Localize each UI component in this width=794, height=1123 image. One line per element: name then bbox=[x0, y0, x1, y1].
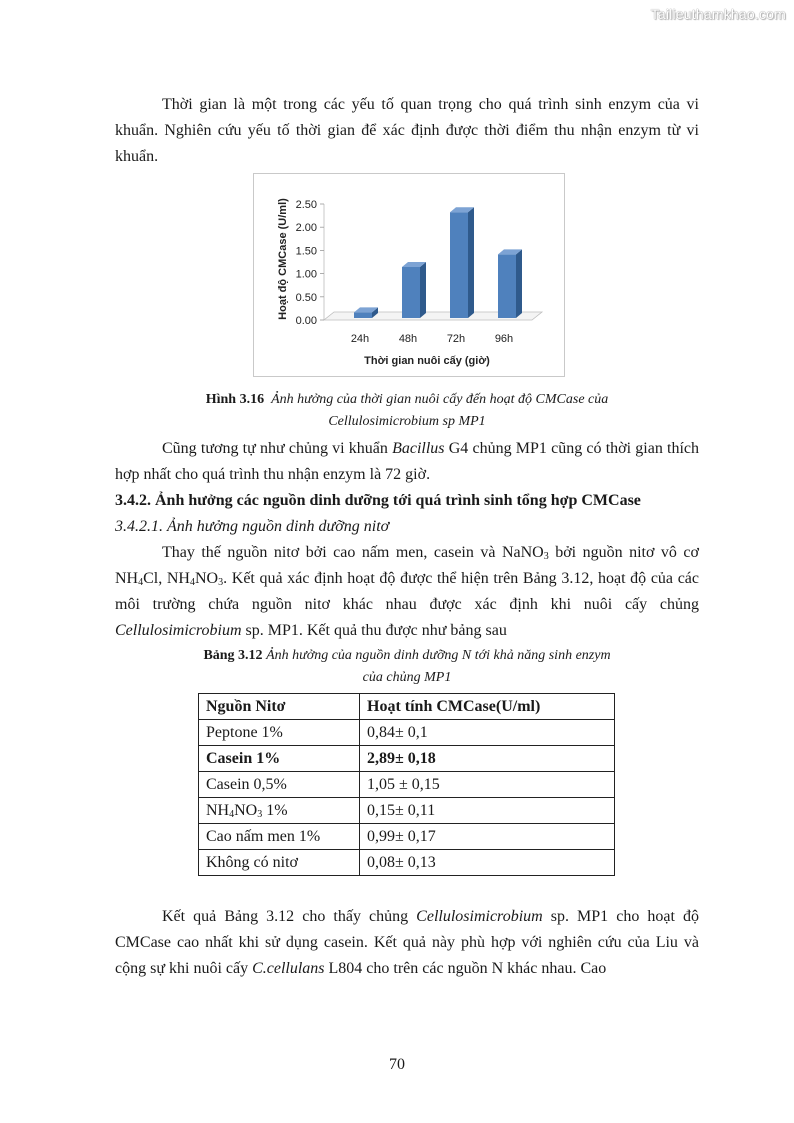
x-tick-label: 96h bbox=[494, 333, 514, 345]
table-header-activity: Hoạt tính CMCase(U/ml) bbox=[360, 694, 615, 720]
nitrogen-paragraph bbox=[115, 540, 699, 644]
para2-text-a: Thay thế nguồn nitơ bởi cao nấm men, casein và NaNO bbox=[162, 544, 544, 561]
para2-italic: Cellulosimicrobium bbox=[115, 622, 242, 639]
para3-text-a: Kết quả Bảng 3.12 cho thấy chủng bbox=[162, 908, 417, 925]
para2-text-d: NO bbox=[195, 570, 219, 587]
table-row bbox=[199, 746, 615, 772]
table-label: Bảng 3.12 bbox=[203, 648, 263, 663]
x-tick-label: 72h bbox=[446, 333, 466, 345]
para3-text-c: L804 cho trên các nguồn N khác nhau. Cao bbox=[324, 960, 607, 977]
bar-side bbox=[516, 249, 522, 318]
table-cell-source: Cao nấm men 1% bbox=[199, 824, 360, 850]
bar-96h bbox=[498, 249, 522, 318]
table-cell-source: Không có nitơ bbox=[199, 850, 360, 876]
y-tick-label: 2.00 bbox=[295, 222, 317, 235]
page-number: 70 bbox=[389, 1056, 405, 1073]
y-tick-label: 0.50 bbox=[295, 291, 317, 304]
table-cell-activity: 0,15± 0,11 bbox=[360, 798, 615, 824]
table-cell-source: Peptone 1% bbox=[199, 720, 360, 746]
table-header-row bbox=[199, 694, 615, 720]
para2-sub-3: 4 bbox=[190, 577, 195, 588]
bar-front bbox=[450, 212, 468, 318]
y-tick-label: 1.50 bbox=[295, 245, 317, 258]
para2-sub-1: 3 bbox=[543, 551, 549, 562]
table-cell-activity: 0,99± 0,17 bbox=[360, 824, 615, 850]
section-heading: 3.4.2. Ảnh hưởng các nguồn dinh dưỡng tới quá trình sinh tổng hợp CMCase bbox=[115, 492, 641, 509]
table-row bbox=[199, 720, 615, 746]
table-cell-source: Casein 1% bbox=[199, 746, 360, 772]
table-cell-source: Casein 0,5% bbox=[199, 772, 360, 798]
table-cell-activity: 0,84± 0,1 bbox=[360, 720, 615, 746]
bar-front bbox=[402, 267, 420, 318]
table-header-source: Nguồn Nitơ bbox=[199, 694, 360, 720]
bar-48h bbox=[402, 262, 426, 318]
after-figure-text-1: Cũng tương tự như chủng vi khuẩn bbox=[162, 440, 393, 457]
bar-side bbox=[420, 262, 426, 318]
para3-italic-2: C.cellulans bbox=[252, 960, 325, 977]
table-cell-activity: 1,05 ± 0,15 bbox=[360, 772, 615, 798]
para2-text-e: . Kết quả xác định hoạt độ được thể hiện trên Bảng 3.12, hoạt độ của các môi trường chứa nguồn nitơ khác nhau được xác định khi nuôi cấy chủng bbox=[115, 570, 699, 613]
table-caption-line1: Ảnh hưởng của nguồn dinh dưỡng N tới khả năng sinh enzym bbox=[266, 648, 611, 663]
bar-front bbox=[498, 254, 516, 318]
after-figure-paragraph bbox=[115, 436, 699, 488]
y-tick-label: 0.00 bbox=[295, 315, 317, 327]
figure-caption bbox=[115, 389, 699, 433]
bar-chart bbox=[253, 173, 565, 377]
y-tick-label: 1.00 bbox=[295, 268, 317, 281]
figure-label: Hình 3.16 bbox=[205, 392, 265, 407]
table-cell-activity: 2,89± 0,18 bbox=[360, 746, 615, 772]
bar-chart-svg bbox=[254, 174, 564, 376]
table-row bbox=[199, 850, 615, 876]
x-axis-title: Thời gian nuôi cấy (giờ) bbox=[364, 355, 490, 367]
figure-caption-line2: Cellulosimicrobium sp MP1 bbox=[328, 414, 486, 429]
bar-72h bbox=[450, 207, 474, 318]
x-tick-label: 24h bbox=[350, 333, 370, 345]
para2-sub-2: 4 bbox=[138, 577, 144, 588]
source-sub-2: 3 bbox=[257, 808, 263, 820]
conclusion-paragraph bbox=[115, 904, 699, 982]
intro-paragraph: Thời gian là một trong các yếu tố quan trọng cho quá trình sinh enzym của vi khuẩn. Nghiên cứu yếu tố thời gian để xác định được thời điểm thu nhận enzym từ vi khuẩn. bbox=[115, 96, 699, 165]
source-tail: 1% bbox=[262, 801, 288, 819]
watermark: Tailieuthamkhao.com bbox=[650, 6, 786, 22]
table-caption-line2: của chủng MP1 bbox=[362, 670, 452, 685]
table-row bbox=[199, 772, 615, 798]
figure-caption-line1: Ảnh hưởng của thời gian nuôi cấy đến hoạt độ CMCase của bbox=[271, 392, 609, 407]
source-main: NH bbox=[206, 801, 230, 819]
subsection-heading: 3.4.2.1. Ảnh hưởng nguồn dinh dưỡng nitơ bbox=[115, 518, 390, 535]
y-axis-title: Hoạt độ CMCase (U/ml) bbox=[277, 198, 289, 320]
table-row bbox=[199, 798, 615, 824]
bar-front bbox=[354, 312, 372, 318]
source-mid: NO bbox=[234, 801, 258, 819]
nitrogen-table bbox=[198, 693, 615, 876]
bar-side bbox=[468, 207, 474, 318]
table-cell-source bbox=[199, 798, 360, 824]
y-tick-label: 2.50 bbox=[295, 199, 317, 211]
para2-text-c: Cl, NH bbox=[143, 570, 190, 587]
after-figure-italic: Bacillus bbox=[392, 440, 445, 457]
table-cell-activity: 0,08± 0,13 bbox=[360, 850, 615, 876]
para3-text-b: sp. MP1 cho hoạt độ CMCase cao nhất khi sử dụng casein. Kết quả này phù hợp với nghiên cứu của Liu và cộng sự khi nuôi cấy bbox=[115, 908, 699, 977]
para2-text-f: sp. MP1. Kết quả thu được như bảng sau bbox=[241, 622, 507, 639]
source-sub-1: 4 bbox=[229, 808, 235, 820]
para3-italic-1: Cellulosimicrobium bbox=[416, 908, 543, 925]
para2-text-b: bởi nguồn nitơ vô cơ NH bbox=[115, 544, 699, 587]
table-row bbox=[199, 824, 615, 850]
x-tick-label: 48h bbox=[398, 333, 418, 345]
after-figure-text-2: G4 chủng MP1 cũng có thời gian thích hợp nhất cho quá trình thu nhận enzym là 72 giờ. bbox=[115, 440, 700, 483]
para2-sub-4: 3 bbox=[218, 577, 224, 588]
table-caption bbox=[115, 645, 699, 689]
